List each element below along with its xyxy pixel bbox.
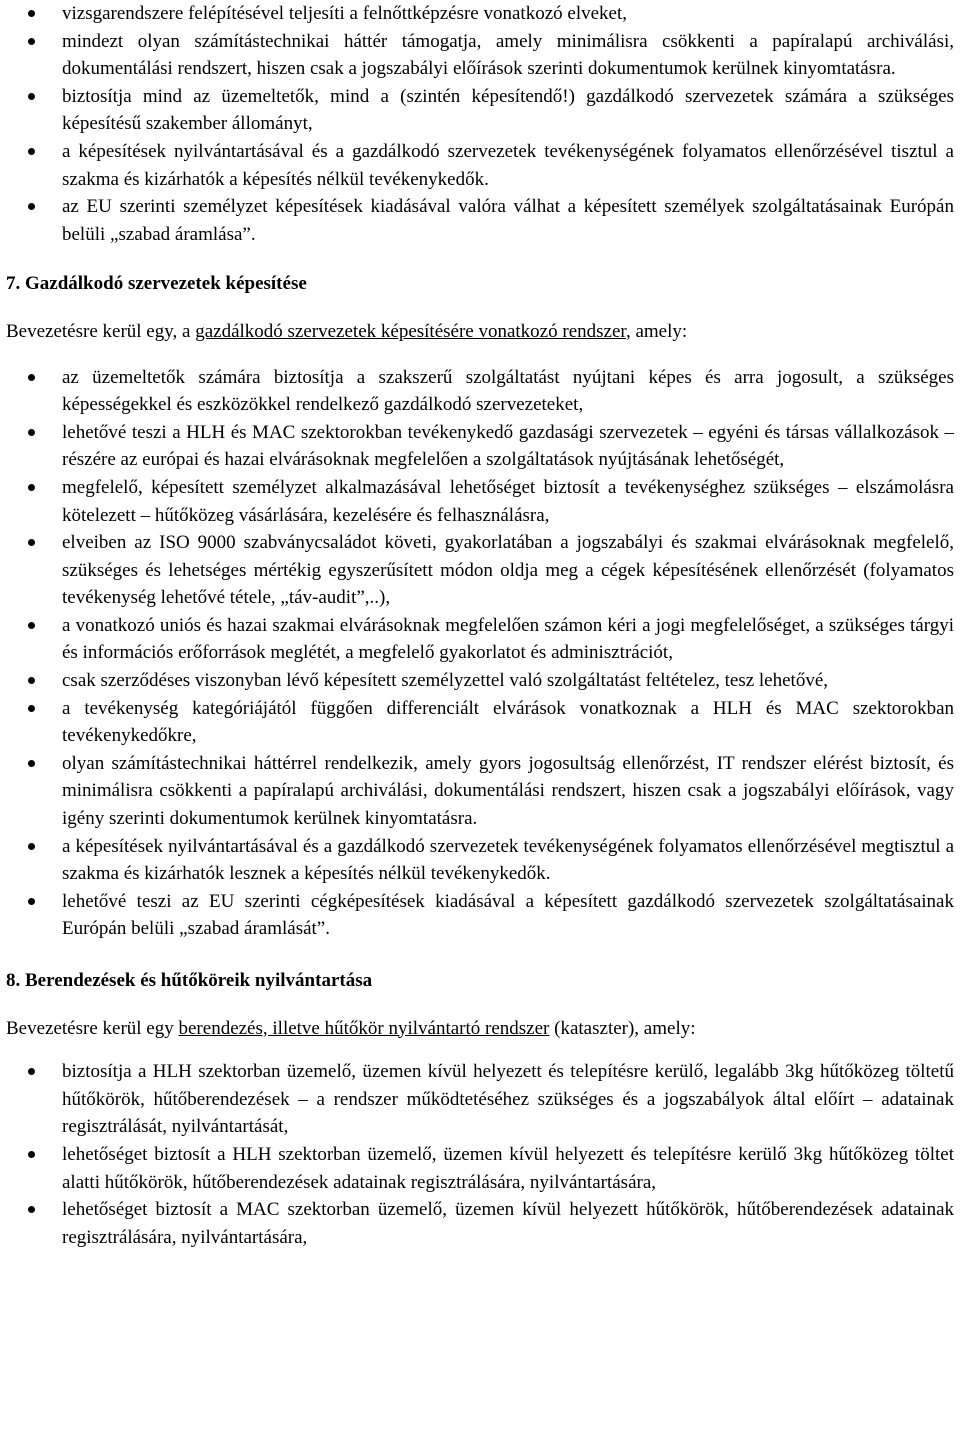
list-item: lehetővé teszi a HLH és MAC szektorokban tevékenykedő gazdasági szervezetek – egyéni és társas vállalkozások – részére az európai és hazai elvárásoknak megfelelően a szolgáltatások nyújtásának lehetőségét, xyxy=(6,419,954,474)
section-7-heading: 7. Gazdálkodó szervezetek képesítése xyxy=(6,273,307,295)
top-bullet-list xyxy=(6,0,954,248)
list-item: a képesítések nyilvántartásával és a gazdálkodó szervezetek tevékenységének folyamatos ellenőrzésével megtisztul a szakma és kizárhatók lesznek a képesítés nélkül tevékenykedők. xyxy=(6,833,954,888)
list-item: lehetőséget biztosít a HLH szektorban üzemelő, üzemen kívül helyezett és telepítésre kerülő 3kg hűtőközeg töltet alatti hűtőkörök, hűtőberendezések adatainak regisztrálására, nyilvántartására, xyxy=(6,1141,954,1196)
section-8-bullet-list xyxy=(6,1058,954,1251)
section-7-bullet-list xyxy=(6,364,954,943)
intro-text: , amely: xyxy=(625,320,688,342)
list-item: olyan számítástechnikai háttérrel rendelkezik, amely gyors jogosultság ellenőrzést, IT rendszer elérést biztosít, és minimálisra csökkenti a papíralapú archiválási, dokumentálási rendszert, hiszen csak a jogszabályi előírások, vagy igény szerinti dokumentumok kerülnek kinyomtatásra. xyxy=(6,750,954,833)
list-item: elveiben az ISO 9000 szabványcsaládot követi, gyakorlatában a jogszabályi és szakmai elvárásoknak megfelelő, szükséges és lehetséges mértékig egyszerűsített módon oldja meg a cégek képesítésének ellenőrzését (folyamatos tevékenység lehetővé tétele, „táv-audit”,..), xyxy=(6,529,954,612)
list-item: a vonatkozó uniós és hazai szakmai elvárásoknak megfelelően számon kéri a jogi megfelelőséget, a szükséges tárgyi és információs erőforrások meglétét, a megfelelő gyakorlatot és adminisztrációt, xyxy=(6,612,954,667)
intro-underlined-term: berendezés, illetve hűtőkör nyilvántartó rendszer xyxy=(178,1017,550,1039)
intro-text: (kataszter), amely: xyxy=(549,1017,696,1039)
list-item: lehetőséget biztosít a MAC szektorban üzemelő, üzemen kívül helyezett hűtőkörök, hűtőberendezések adatainak regisztrálására, nyilvántartására, xyxy=(6,1196,954,1251)
list-item: mindezt olyan számítástechnikai háttér támogatja, amely minimálisra csökkenti a papíralapú archiválási, dokumentálási rendszert, hiszen csak a jogszabályi előírások szerinti dokumentumok kerülnek kinyomtatásra. xyxy=(6,28,954,83)
list-item: lehetővé teszi az EU szerinti cégképesítések kiadásával a képesített gazdálkodó szervezetek szolgáltatásainak Európán belüli „szabad áramlását”. xyxy=(6,888,954,943)
intro-underlined-term: gazdálkodó szervezetek képesítésére vonatkozó rendszer xyxy=(195,320,626,342)
intro-text: Bevezetésre kerül egy, a xyxy=(6,320,196,342)
list-item: biztosítja a HLH szektorban üzemelő, üzemen kívül helyezett és telepítésre kerülő, legalább 3kg hűtőközeg töltetű hűtőkörök, hűtőberendezések – a rendszer működtetéséhez szükséges és a jogszabályok által előírt – adatainak regisztrálását, nyilvántartását, xyxy=(6,1058,954,1141)
list-item: a tevékenység kategóriájától függően differenciált elvárások vonatkoznak a HLH és MAC szektorokban tevékenykedőkre, xyxy=(6,695,954,750)
section-8-intro xyxy=(6,1015,954,1043)
list-item: biztosítja mind az üzemeltetők, mind a (szintén képesítendő!) gazdálkodó szervezetek számára a szükséges képesítésű szakember állományt, xyxy=(6,83,954,138)
section-8-heading: 8. Berendezések és hűtőköreik nyilvántartása xyxy=(6,970,373,991)
list-item: az EU szerinti személyzet képesítések kiadásával valóra válhat a képesített személyek szolgáltatásainak Európán belüli „szabad áramlása”. xyxy=(6,193,954,248)
list-item: csak szerződéses viszonyban lévő képesített személyzettel való szolgáltatást feltételez, tesz lehetővé, xyxy=(6,667,954,695)
list-item: megfelelő, képesített személyzet alkalmazásával lehetőséget biztosít a tevékenységhez szükséges – elszámolásra kötelezett – hűtőközeg vásárlására, kezelésére és felhasználásra, xyxy=(6,474,954,529)
list-item: az üzemeltetők számára biztosítja a szakszerű szolgáltatást nyújtani képes és arra jogosult, a szükséges képességekkel és eszközökkel rendelkező gazdálkodó szervezeteket, xyxy=(6,364,954,419)
intro-text: Bevezetésre kerül egy xyxy=(6,1017,179,1039)
list-item: vizsgarendszere felépítésével teljesíti a felnőttképzésre vonatkozó elveket, xyxy=(6,0,954,28)
list-item: a képesítések nyilvántartásával és a gazdálkodó szervezetek tevékenységének folyamatos ellenőrzésével tisztul a szakma és kizárhatók a képesítés nélkül tevékenykedők. xyxy=(6,138,954,193)
section-7-intro xyxy=(6,318,954,346)
